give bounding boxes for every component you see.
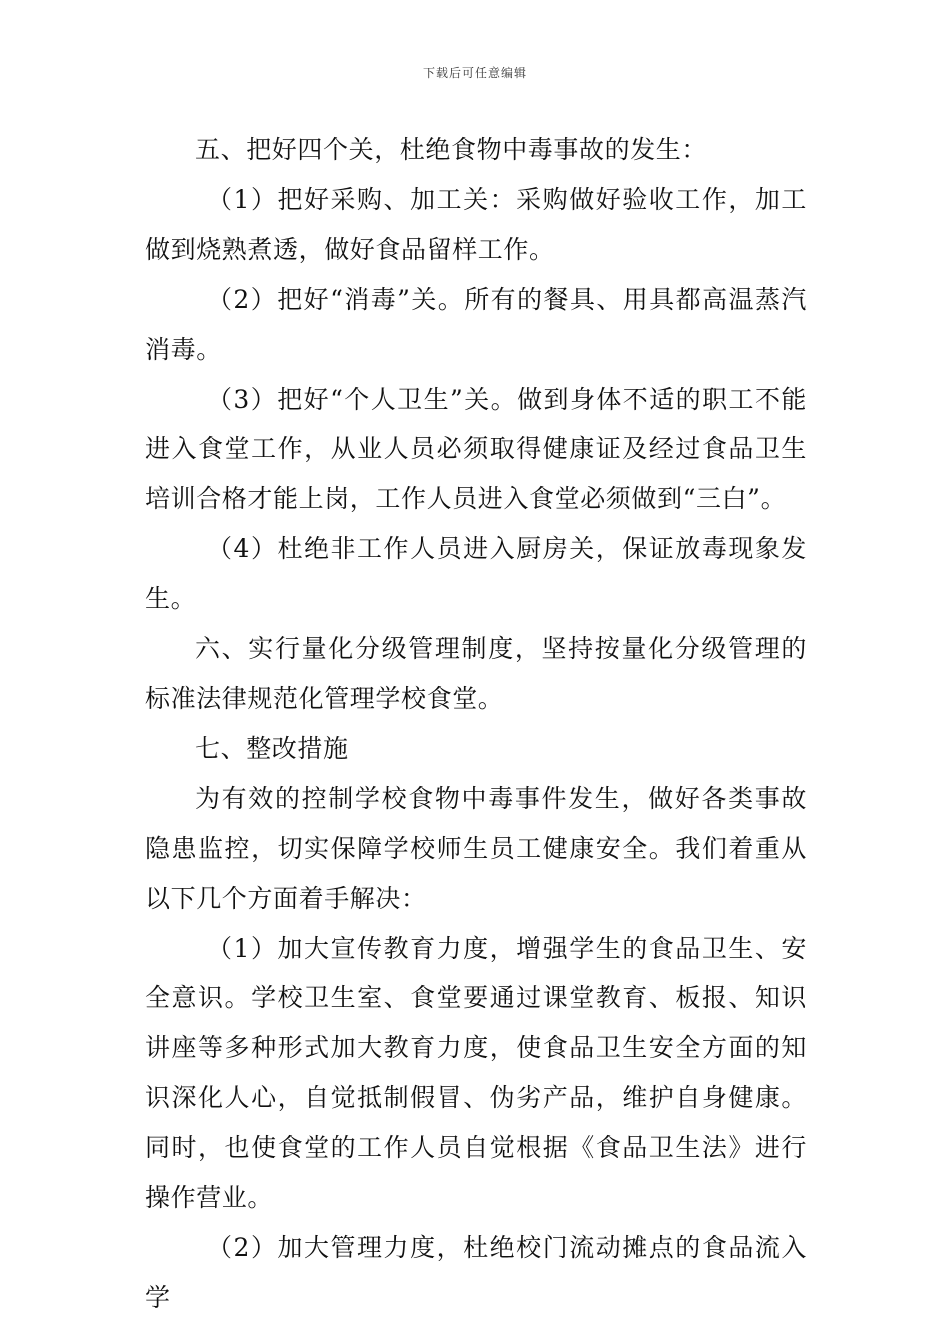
document-body (145, 125, 807, 1323)
section-heading-six: 六、实行量化分级管理制度，坚持按量化分级管理的标准法律规范化管理学校食堂。 (145, 634, 807, 713)
list-item-management: （2）加大管理力度，杜绝校门流动摊点的食品流入学 (145, 1232, 807, 1312)
list-item-procurement: （1）把好采购、加工关：采购做好验收工作，加工做到烧熟煮透，做好食品留样工作。 (145, 184, 807, 264)
page-header-note: 下载后可任意编辑 (422, 66, 527, 80)
list-item-personal-hygiene: （3）把好“个人卫生”关。做到身体不适的职工不能进入食堂工作，从业人员必须取得健康证及经过食品卫生培训合格才能上岗，工作人员进入食堂必须做到“三白”。 (145, 384, 807, 514)
section-heading-seven: 七、整改措施 (195, 733, 349, 763)
list-item-disinfection: （2）把好“消毒”关。所有的餐具、用具都高温蒸汽消毒。 (145, 284, 807, 364)
list-item-kitchen-access: （4）杜绝非工作人员进入厨房关，保证放毒现象发生。 (145, 534, 807, 614)
section-heading-five: 五、把好四个关，杜绝食物中毒事故的发生： (195, 135, 708, 164)
list-item-education: （1）加大宣传教育力度，增强学生的食品卫生、安全意识。学校卫生室、食堂要通过课堂教育、板报、知识讲座等多种形式加大教育力度，使食品卫生安全方面的知识深化人心，自觉抵制假冒、伪劣产品，维护自身健康。同时，也使食堂的工作人员自觉根据《食品卫生法》进行操作营业。 (145, 933, 807, 1213)
intro-paragraph: 为有效的控制学校食物中毒事件发生，做好各类事故隐患监控，切实保障学校师生员工健康安全。我们着重从以下几个方面着手解决： (145, 783, 807, 913)
